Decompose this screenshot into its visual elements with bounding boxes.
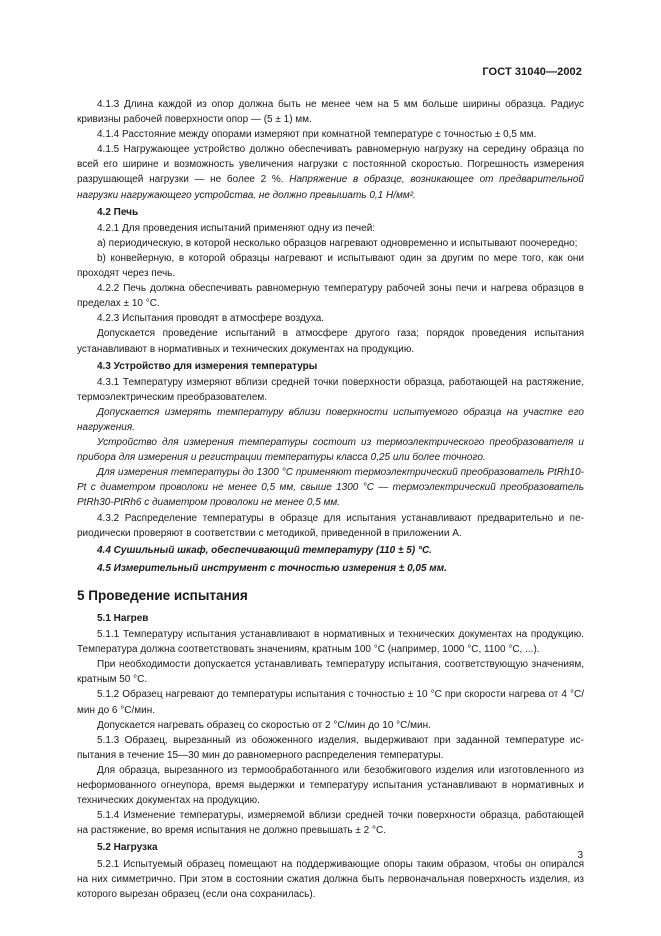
paragraph-5-2-1: 5.2.1 Испытуемый образец помещают на поддерживающие опоры таким образом, чтобы он опирался на них симметрично. При этом в состоянии сжатия должна быть первоначальная поверхность изделия, из которого вырезан образец (если она сохранилась).	[77, 858, 584, 900]
heading-4-4: 4.4 Сушильный шкаф, обеспечивающий температуру (110 ± 5) °С.	[97, 544, 432, 556]
paragraph-4-3-1-italic-3: Для измерения температуры до 1300 °С применяют термоэлектрический преобразователь PtRh10-Pt с диаметром проволоки не менее 0,5 мм, свыше 1300 °С — термоэлектрический преобразователь PtRh30-PtRh6 с диаметром проволоки не менее 0,5 мм.	[77, 467, 584, 509]
paragraph-4-3-1-italic-1: Допускается измерять температуру вблизи поверхности испытуемого образца на участке его нагружения.	[77, 406, 584, 433]
paragraph-4-1-5-italic-note: Напряжение в образце, возникающее от предварительной нагрузки нагружающего устройства, не должно превышать 0,1 Н/мм².	[77, 174, 584, 201]
page-number: 3	[577, 850, 583, 861]
heading-4-2: 4.2 Печь	[97, 206, 139, 218]
paragraph-4-2-2: 4.2.2 Печь должна обеспечивать равномерную температуру рабочей зоны печи и нагрева образцов в пределах ± 10 °С.	[77, 283, 584, 310]
paragraph-4-1-5-text: 4.1.5 Нагружающее устройство должно обеспечивать равномерную нагрузку на середину образца по всей его ширине и возможность увеличения нагрузки с постоянной скоростью. Погрешность измерения разрушающей нагрузки — не более 2 %.	[77, 144, 584, 186]
paragraph-4-3-1-italic-2: Устройство для измерения температуры состоит из термоэлектрического преобразователя и прибора для измерения и регистрации температуры класса 0,25 или более точного.	[77, 437, 584, 464]
paragraph-4-2-3-b: Допускается проведение испытаний в атмосфере другого газа; порядок проведения испытания устанавливают в нормативных и технических документах на продукцию.	[77, 328, 584, 355]
paragraph-5-1-3: 5.1.3 Образец, вырезанный из обожженного изделия, выдерживают при заданной температуре испытания в течение 15—30 мин до равномерного распределения температуры.	[77, 734, 584, 761]
paragraph-4-2-1-b: b) конвейерную, в которой образцы нагревают и испытывают один за другим по мере того, как они проходят через печь.	[77, 252, 584, 280]
paragraph-4-1-3: 4.1.3 Длина каждой из опор должна быть не менее чем на 5 мм больше ширины образца. Радиус кривизны рабочей поверхности опор — (5 ± 1) мм.	[77, 99, 584, 126]
paragraph-5-1-2-b: Допускается нагревать образец со скоростью от 2 °С/мин до 10 °С/мин.	[97, 719, 431, 731]
paragraph-4-1-4: 4.1.4 Расстояние между опорами измеряют при комнатной температуре с точностью ± 0,5 мм.	[97, 129, 537, 141]
paragraph-5-1-4: 5.1.4 Изменение температуры, измеряемой вблизи средней точки поверхности образца, работающей на растяжение, во время испытания не должно превышать ± 2 °С.	[77, 810, 584, 837]
paragraph-5-1-1: 5.1.1 Температуру испытания устанавливают в нормативных и технических документах на продукцию. Температура должна соответствовать значениям, кратным 100 °С (например, 1000 °С, 1100 °С, ...).	[77, 629, 584, 656]
paragraph-4-2-3: 4.2.3 Испытания проводят в атмосфере воздуха.	[97, 313, 325, 325]
document-body	[77, 97, 584, 902]
heading-5-2: 5.2 Нагрузка	[97, 842, 158, 854]
paragraph-4-1-5	[77, 142, 584, 202]
section-heading-5: 5 Проведение испытания	[77, 587, 248, 603]
paragraph-5-1-3-b: Для образца, вырезанного из термообработанного или безобжигового изделия или изготовленного из неформованного огнеупора, время выдержки и температуру испытания устанавливают в нормативных и технических документах на продукцию.	[77, 764, 584, 807]
heading-4-5: 4.5 Измерительный инструмент с точностью измерения ± 0,05 мм.	[97, 562, 447, 574]
heading-4-3: 4.3 Устройство для измерения температуры	[97, 360, 318, 372]
paragraph-4-3-1: 4.3.1 Температуру измеряют вблизи средней точки поверхности образца, работающей на растяжение, термоэлектрическим преобразователем.	[77, 376, 584, 403]
paragraph-5-1-2: 5.1.2 Образец нагревают до температуры испытания с точностью ± 10 °С при скорости нагрева от 4 °С/мин до 6 °С/мин.	[77, 689, 584, 716]
heading-5-1: 5.1 Нагрев	[97, 613, 149, 624]
paragraph-4-2-1: 4.2.1 Для проведения испытаний применяют одну из печей:	[97, 222, 376, 234]
paragraph-5-1-1-b: При необходимости допускается устанавливать температуру испытания, соответствующую значениям, кратным 50 °С.	[77, 659, 584, 686]
paragraph-4-2-1-a: а) периодическую, в которой несколько образцов нагревают одновременно и испытывают поочередно;	[97, 237, 578, 249]
paragraph-4-3-2: 4.3.2 Распределение температуры в образце для испытания устанавливают предварительно и периодически проверяют в соответствии с методикой, приведенной в приложении А.	[77, 512, 584, 539]
document-code-header: ГОСТ 31040—2002	[482, 66, 582, 78]
